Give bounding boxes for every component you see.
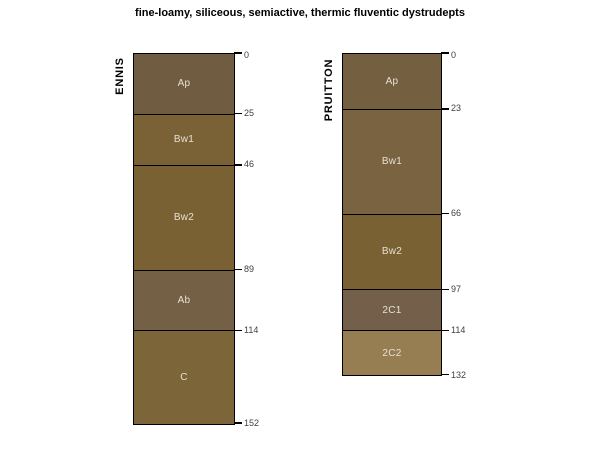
depth-tick-line bbox=[441, 213, 449, 214]
depth-tick-line bbox=[234, 52, 242, 53]
depth-tick-label: 97 bbox=[451, 283, 462, 294]
horizon-rect bbox=[343, 290, 441, 331]
horizon-rect bbox=[343, 110, 441, 215]
horizon-rect bbox=[343, 215, 441, 290]
depth-tick-label: 23 bbox=[451, 103, 462, 114]
horizon-rect bbox=[134, 166, 234, 271]
depth-tick-label: 114 bbox=[451, 324, 466, 335]
depth-tick-line bbox=[234, 269, 242, 270]
horizon-rect bbox=[134, 331, 234, 423]
horizon-rect bbox=[134, 54, 234, 115]
profile-column-ennis bbox=[133, 53, 235, 425]
profile-column-pruitton bbox=[342, 53, 442, 376]
depth-tick-line bbox=[234, 422, 242, 423]
horizon-label: 2C1 bbox=[382, 304, 402, 316]
depth-tick-line bbox=[441, 374, 449, 375]
horizon-label: C bbox=[180, 372, 188, 384]
depth-tick-label: 89 bbox=[244, 264, 255, 275]
horizon-label: Bw2 bbox=[173, 212, 195, 224]
horizon-label: Ap bbox=[177, 78, 191, 90]
depth-tick-label: 152 bbox=[244, 418, 260, 429]
depth-tick-label: 0 bbox=[451, 50, 457, 60]
horizon-label: Bw1 bbox=[381, 156, 403, 168]
depth-tick-label: 25 bbox=[244, 108, 255, 119]
depth-tick-line bbox=[441, 330, 449, 331]
depth-tick-label: 0 bbox=[244, 50, 250, 60]
horizon-label: Ap bbox=[385, 75, 399, 87]
profile-id-label: PRUITTON bbox=[323, 58, 335, 122]
depth-tick-line bbox=[441, 289, 449, 290]
horizon-label: Bw1 bbox=[173, 134, 195, 146]
horizon-label: 2C2 bbox=[382, 347, 402, 359]
depth-tick-line bbox=[234, 164, 242, 165]
horizon-label: Ab bbox=[177, 295, 191, 307]
horizon-rect bbox=[134, 115, 234, 166]
depth-tick-line bbox=[234, 113, 242, 114]
depth-tick-label: 46 bbox=[244, 159, 255, 170]
horizon-label: Bw2 bbox=[381, 246, 403, 258]
horizon-rect bbox=[134, 271, 234, 332]
depth-tick-label: 66 bbox=[451, 208, 462, 219]
horizon-rect bbox=[343, 54, 441, 110]
depth-tick-label: 132 bbox=[451, 369, 467, 380]
depth-tick-line bbox=[234, 330, 242, 331]
depth-tick-line bbox=[441, 52, 449, 53]
horizon-rect bbox=[343, 331, 441, 375]
profile-id-label: ENNIS bbox=[114, 57, 126, 95]
plot-title: fine-loamy, siliceous, semiactive, thermic fluventic dystrudepts bbox=[135, 7, 465, 19]
depth-tick-label: 114 bbox=[244, 324, 259, 335]
depth-tick-line bbox=[441, 108, 449, 109]
